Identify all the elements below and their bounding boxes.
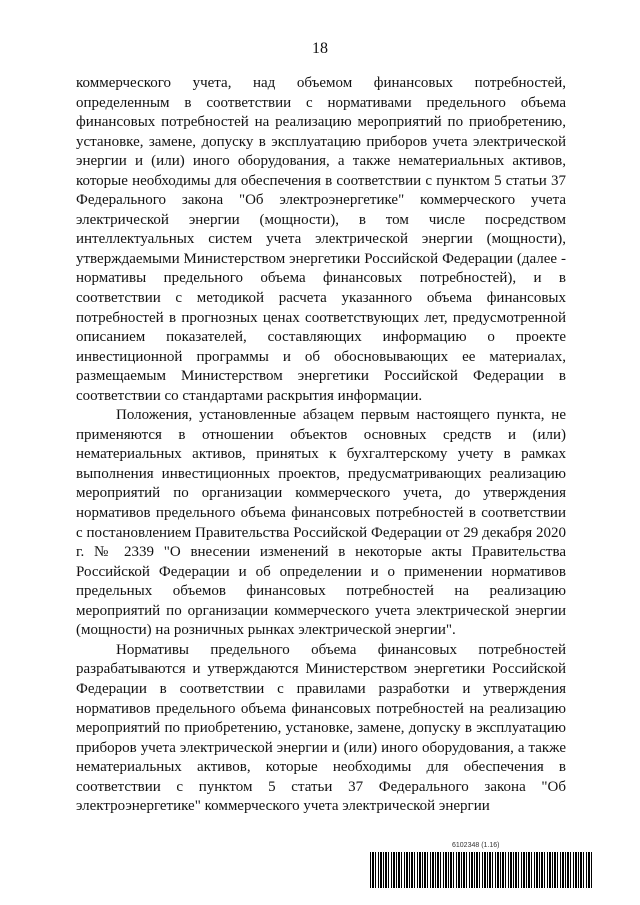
document-code: 6102348 (1.16) (452, 842, 500, 849)
barcode-image (370, 852, 592, 888)
document-body (76, 74, 566, 817)
paragraph-3: Нормативы предельного объема финансовых потребностей разрабатываются и утверждаются Министерством энергетики Российской Федерации в соответствии с правилами разработки и утверждения нормативов предельного объема финансовых потребностей на реализацию мероприятий по приобретению, установке, замене, допуску в эксплуатацию приборов учета электрической энергии и (или) иного оборудования, а также нематериальных активов, которые необходимы для обеспечения в соответствии с пунктом 5 статьи 37 Федерального закона "Об электроэнергетике" коммерческого учета электрической энергии (76, 641, 566, 815)
page-number: 18 (312, 40, 328, 57)
paragraph-1: коммерческого учета, над объемом финансовых потребностей, определенным в соответствии с нормативами предельного объема финансовых потребностей на реализацию мероприятий по приобретению, установке, замене, допуску в эксплуатацию приборов учета электрической энергии и (или) иного оборудования, а также нематериальных активов, которые необходимы для обеспечения в соответствии с пунктом 5 статьи 37 Федерального закона "Об электроэнергетике" коммерческого учета электрической энергии (мощности), в том числе посредством интеллектуальных систем учета электрической энергии (мощности), утверждаемыми Министерством энергетики Российской Федерации (далее - нормативы предельного объема финансовых потребностей), и в соответствии с методикой расчета указанного объема финансовых потребностей в прогнозных ценах соответствующих лет, предусмотренной описанием показателей, составляющих информацию о проекте инвестиционной программы и об обосновывающих ее материалах, размещаемым Министерством энергетики Российской Федерации в соответствии со стандартами раскрытия информации. (76, 75, 566, 404)
paragraph-2: Положения, установленные абзацем первым настоящего пункта, не применяются в отношении объектов основных средств и (или) нематериальных активов, принятых к бухгалтерскому учету в рамках выполнения инвестиционных проектов, предусматривающих реализацию мероприятий по организации коммерческого учета, до утверждения нормативов предельного объема финансовых потребностей в соответствии с постановлением Правительства Российской Федерации от 29 декабря 2020 г. № 2339 "О внесении изменений в некоторые акты Правительства Российской Федерации и об определении и о применении нормативов предельных объемов финансовых потребностей на реализацию мероприятий по организации коммерческого учета электрической энергии (мощности) на розничных рынках электрической энергии". (76, 407, 566, 639)
